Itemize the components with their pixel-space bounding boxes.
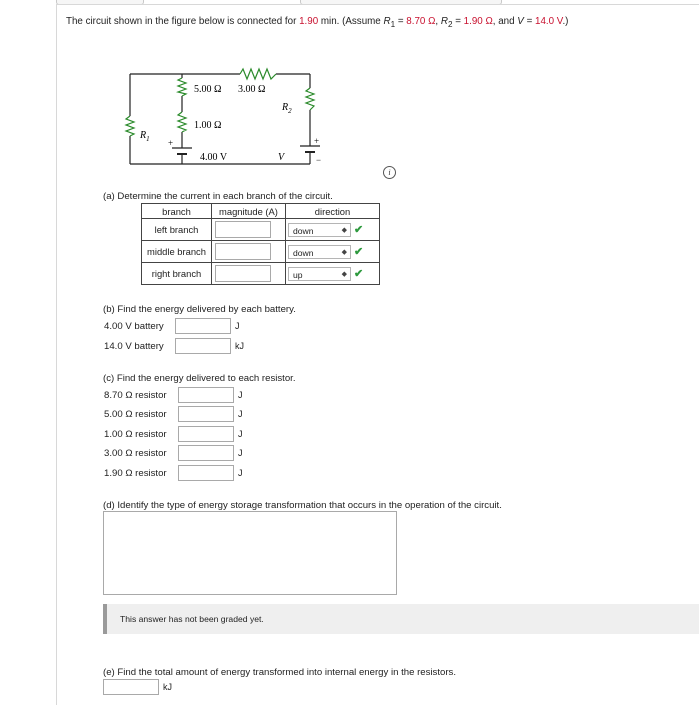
part-c-prompt: (c) Find the energy delivered to each resistor. (103, 373, 296, 384)
middle-branch-direction-select[interactable] (288, 245, 351, 259)
label-3ohm: 3.00 Ω (238, 84, 266, 95)
select-arrows-icon: ◆ (341, 248, 347, 256)
label-v: V (278, 152, 285, 163)
v-value: 14.0 V (535, 16, 563, 27)
grading-status-box (103, 604, 699, 634)
battery-14v-energy-input[interactable] (175, 338, 231, 354)
battery-4v-energy-input[interactable] (175, 318, 231, 334)
intro-text: min. (Assume (318, 16, 384, 27)
branch-label: middle branch (142, 241, 212, 263)
problem-statement (66, 16, 568, 29)
battery-middle-plus: + (168, 138, 174, 148)
total-internal-energy-input[interactable] (103, 679, 159, 695)
battery-right-plus: + (314, 136, 320, 146)
resistor-1ohm (178, 112, 186, 132)
middle-branch-magnitude-input[interactable] (215, 243, 271, 260)
resistor-8-70-energy-input[interactable] (178, 387, 234, 403)
unit-label: J (238, 429, 243, 439)
unit-label: J (238, 448, 243, 458)
unit-label: J (235, 321, 240, 331)
direction-value: up (293, 269, 303, 280)
part-a-prompt: (a) Determine the current in each branch of the circuit. (103, 191, 333, 202)
branch-table (141, 203, 380, 285)
intro-text: = (452, 16, 464, 27)
label-r1: $R_1$ (140, 130, 150, 143)
part-d-prompt: (d) Identify the type of energy storage transformation that occurs in the operation of the circuit. (103, 500, 502, 511)
battery-14v-label: 14.0 V battery (104, 341, 164, 352)
intro-text: .) (562, 16, 569, 27)
r2-value: 1.90 Ω (463, 16, 493, 27)
unit-label: kJ (235, 341, 244, 351)
direction-value: down (293, 247, 314, 258)
header-branch: branch (142, 204, 212, 219)
unit-label: J (238, 409, 243, 419)
r1-symbol: R (383, 16, 391, 27)
table-row (142, 263, 380, 285)
resistor-3ohm (240, 69, 276, 79)
resistor-label: 8.70 Ω resistor (104, 390, 167, 401)
label-5ohm: 5.00 Ω (194, 84, 222, 95)
check-icon: ✔ (354, 224, 364, 236)
circuit-diagram (120, 64, 340, 179)
header-magnitude: magnitude (A) (212, 204, 286, 219)
intro-text: = (523, 16, 536, 27)
part-e-prompt: (e) Find the total amount of energy transformed into internal energy in the resistors. (103, 667, 457, 678)
unit-label: J (238, 468, 243, 478)
select-arrows-icon: ◆ (341, 270, 347, 278)
resistor-label: 1.90 Ω resistor (104, 468, 167, 479)
check-icon: ✔ (354, 246, 364, 258)
label-4v: 4.00 V (200, 152, 228, 163)
part-d-answer-textarea[interactable] (103, 511, 397, 595)
resistor-label: 3.00 Ω resistor (104, 448, 167, 459)
unit-label: J (238, 390, 243, 400)
resistor-label: 5.00 Ω resistor (104, 409, 167, 420)
intro-text: The circuit shown in the figure below is connected for (66, 16, 300, 27)
left-branch-direction-select[interactable] (288, 223, 351, 237)
resistor-label: 1.00 Ω resistor (104, 429, 167, 440)
resistor-1-90-energy-input[interactable] (178, 465, 234, 481)
r1-value: 8.70 Ω (406, 16, 436, 27)
label-1ohm: 1.00 Ω (194, 120, 222, 131)
label-r2: $R_2$ (282, 102, 292, 115)
battery-right-minus: − (316, 155, 322, 165)
part-b-prompt: (b) Find the energy delivered by each battery. (103, 304, 296, 315)
table-row (142, 241, 380, 263)
r1-subscript: 1 (390, 19, 396, 29)
battery-4v-label: 4.00 V battery (104, 321, 164, 332)
grading-status-text: This answer has not been graded yet. (120, 614, 264, 624)
left-branch-magnitude-input[interactable] (215, 221, 271, 238)
resistor-r2 (306, 88, 314, 110)
right-branch-direction-select[interactable] (288, 267, 351, 281)
info-icon[interactable]: i (383, 166, 396, 179)
resistor-5-00-energy-input[interactable] (178, 406, 234, 422)
v-symbol: V (517, 16, 524, 27)
unit-label: kJ (163, 682, 172, 692)
r2-subscript: 2 (447, 19, 453, 29)
resistor-5ohm (178, 78, 186, 96)
intro-text: , (435, 16, 441, 27)
time-value: 1.90 (299, 16, 319, 27)
header-direction: direction (286, 204, 380, 219)
check-icon: ✔ (354, 268, 364, 280)
resistor-1-00-energy-input[interactable] (178, 426, 234, 442)
resistor-3-00-energy-input[interactable] (178, 445, 234, 461)
right-branch-magnitude-input[interactable] (215, 265, 271, 282)
direction-value: down (293, 225, 314, 236)
table-row (142, 219, 380, 241)
resistor-r1 (126, 116, 134, 136)
branch-label: right branch (142, 263, 212, 285)
intro-text: , and (492, 16, 518, 27)
select-arrows-icon: ◆ (341, 226, 347, 234)
intro-text: = (395, 16, 407, 27)
r2-symbol: R (440, 16, 448, 27)
branch-label: left branch (142, 219, 212, 241)
